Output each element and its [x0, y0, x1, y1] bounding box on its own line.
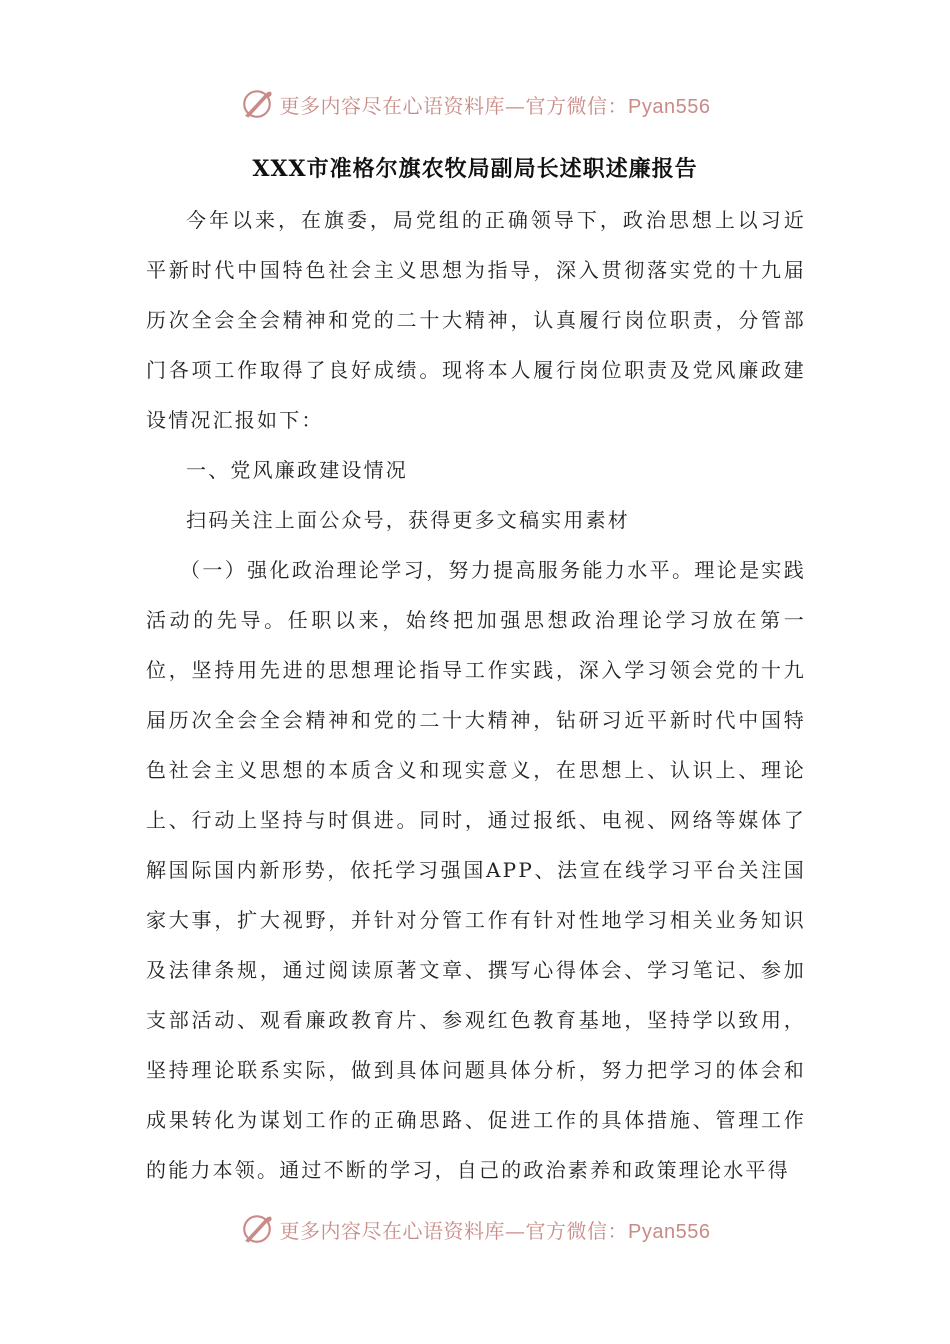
- document-body: [146, 195, 806, 1195]
- watermark-wechat-id: Pyan556: [628, 1220, 711, 1243]
- watermark-label: 更多内容尽在心语资料库—官方微信：: [279, 93, 629, 118]
- quill-pen-logo-icon: [240, 1212, 274, 1246]
- document-title: XXX市准格尔旗农牧局副局长述职述廉报告: [252, 156, 698, 182]
- header-watermark: [0, 84, 950, 124]
- subsection-paragraph: （一）强化政治理论学习，努力提高服务能力水平。理论是实践活动的先导。任职以来，始终把加强思想政治理论学习放在第一位，坚持用先进的思想理论指导工作实践，深入学习领会党的十九届历次全会全会精神和党的二十大精神，钻研习近平新时代中国特色社会主义思想的本质含义和现实意义，在思想上、认识上、理论上、行动上坚持与时俱进。同时，通过报纸、电视、网络等媒体了解国际国内新形势，依托学习强国APP、法宣在线学习平台关注国家大事，扩大视野，并针对分管工作有针对性地学习相关业务知识及法律条规，通过阅读原著文章、撰写心得体会、学习笔记、参加支部活动、观看廉政教育片、参观红色教育基地，坚持学以致用，坚持理论联系实际，做到具体问题具体分析，努力把学习的体会和成果转化为谋划工作的正确思路、促进工作的具体措施、管理工作的能力本领。通过不断的学习，自己的政治素养和政策理论水平得: [146, 558, 806, 1182]
- watermark-label: 更多内容尽在心语资料库—官方微信：: [279, 1218, 629, 1243]
- watermark-text: [280, 1215, 711, 1244]
- footer-watermark: [0, 1209, 950, 1249]
- intro-paragraph: 今年以来，在旗委，局党组的正确领导下，政治思想上以习近平新时代中国特色社会主义思想为指导，深入贯彻落实党的十九届历次全会全会精神和党的二十大精神，认真履行岗位职责，分管部门各项工作取得了良好成绩。现将本人履行岗位职责及党风廉政建设情况汇报如下：: [146, 208, 806, 432]
- promo-paragraph: 扫码关注上面公众号，获得更多文稿实用素材: [186, 508, 630, 532]
- section-heading: 一、党风廉政建设情况: [186, 458, 408, 482]
- quill-pen-logo-icon: [240, 87, 274, 121]
- watermark-text: [280, 90, 711, 119]
- watermark-wechat-id: Pyan556: [628, 95, 711, 118]
